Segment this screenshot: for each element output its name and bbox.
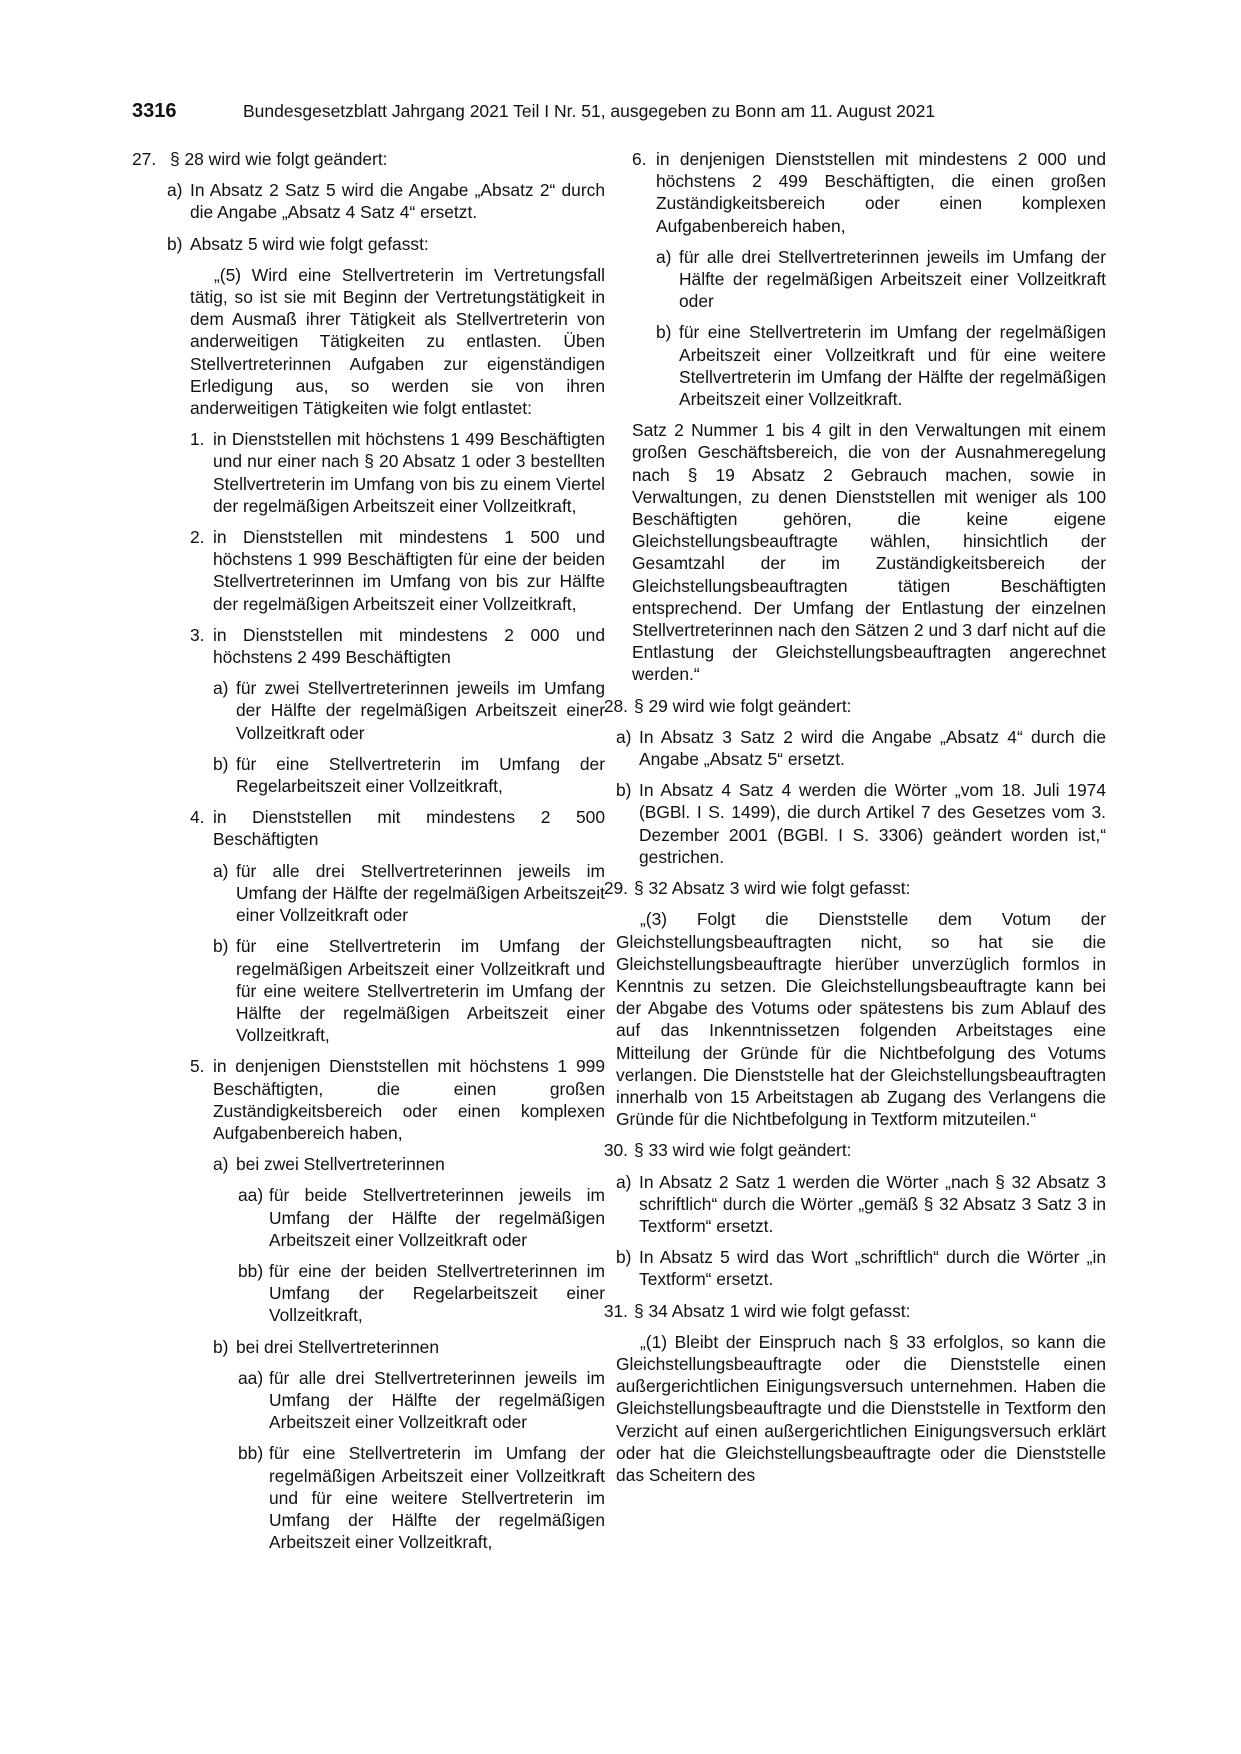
list-item-30 xyxy=(582,1139,1106,1161)
item-text: in denjenigen Dienststellen mit mindestens 2 000 und höchstens 2 499 Beschäftigten, die einen großen Zuständigkeitsbereich oder einen komplexen Aufgabenbereich haben, xyxy=(656,149,1106,236)
item-marker: b) xyxy=(167,233,183,254)
item-text: § 34 Absatz 1 wird wie folgt gefasst: xyxy=(634,1300,911,1321)
item-marker: a) xyxy=(213,860,229,881)
list-item-n4b xyxy=(213,935,605,1046)
item-marker: 6. xyxy=(632,149,647,169)
list-item-n6 xyxy=(632,148,1106,237)
right-column xyxy=(603,148,1106,1486)
item-text: § 28 wird wie folgt geändert: xyxy=(170,149,388,169)
item-marker: a) xyxy=(167,180,183,201)
item-text: bei zwei Stellvertreterinnen xyxy=(236,1154,445,1175)
running-head: Bundesgesetzblatt Jahrgang 2021 Teil I Nr. 51, ausgegeben zu Bonn am 11. August 2021 xyxy=(243,101,936,121)
page-header xyxy=(132,100,1109,130)
list-item-28b xyxy=(616,779,1106,868)
list-item-31 xyxy=(582,1300,1106,1322)
item-text: in Dienststellen mit mindestens 2 500 Beschäftigten xyxy=(213,807,605,850)
list-item-n5a-aa xyxy=(238,1184,605,1251)
item-marker: aa) xyxy=(238,1367,264,1388)
item-marker: 5. xyxy=(190,1056,205,1077)
item-text: in Dienststellen mit höchstens 1 499 Beschäftigten und nur einer nach § 20 Absatz 1 oder 3 bestellten Stellvertreterin im Umfang von bis zu einem Viertel der regelmäßigen Arbeitszeit einer Vollzeitkraft, xyxy=(213,429,605,516)
list-item-28a xyxy=(616,726,1106,770)
item-text: § 32 Absatz 3 wird wie folgt gefasst: xyxy=(634,878,911,899)
item-marker: 27. xyxy=(132,149,157,169)
item-marker: b) xyxy=(616,1247,632,1268)
item-text: § 33 wird wie folgt geändert: xyxy=(634,1140,852,1161)
item-text: bei drei Stellvertreterinnen xyxy=(236,1336,439,1357)
item-text: für eine Stellvertreterin im Umfang der Regelarbeitszeit einer Vollzeitkraft, xyxy=(236,753,605,797)
item-marker: a) xyxy=(616,726,632,747)
page-number: 3316 xyxy=(132,100,177,122)
item-marker: b) xyxy=(213,936,229,957)
item-marker: 31. xyxy=(603,1300,628,1321)
list-item-27a xyxy=(167,179,605,223)
list-item-n3b xyxy=(213,753,605,797)
item-marker: b) xyxy=(656,322,672,343)
item-marker: aa) xyxy=(238,1185,264,1206)
list-item-n4 xyxy=(190,806,605,850)
item-text: In Absatz 3 Satz 2 wird die Angabe „Absatz 4“ durch die Angabe „Absatz 5“ ersetzt. xyxy=(639,726,1106,770)
item-text: für alle drei Stellvertreterinnen jeweils im Umfang der Hälfte der regelmäßigen Arbeitszeit einer Vollzeitkraft oder xyxy=(679,246,1106,312)
list-item-n5a-bb xyxy=(238,1260,605,1327)
quoted-paragraph-3: „(3) Folgt die Dienststelle dem Votum der Gleichstellungsbeauftragten nicht, so hat sie die Gleichstellungsbeauftragte hierüber unverzüglich formlos in Kenntnis zu setzen. Die Gleichstellungsbeauftragte kann bei der Abgabe des Votums oder spätestens bis zum Ablauf des auf das Inkenntnissetzen folgenden Arbeitstages eine Mitteilung der Gründe für die Nichtbefolgung des Votums verlangen. Die Dienststelle hat der Gleichstellungsbeauftragten innerhalb von 15 Arbeitstagen ab Zugang des Verlangens die Gründe für die Nichtbefolgung in Textform mitzuteilen.“ xyxy=(616,909,1106,1130)
item-marker: bb) xyxy=(238,1443,264,1464)
item-text: für eine Stellvertreterin im Umfang der regelmäßigen Arbeitszeit einer Vollzeitkraft und für eine weitere Stellvertreterin im Umfang der Hälfte der regelmäßigen Arbeitszeit einer Vollzeitkraft, xyxy=(236,936,605,1046)
item-marker: 4. xyxy=(190,807,205,828)
item-marker: bb) xyxy=(238,1260,264,1281)
item-text: für eine Stellvertreterin im Umfang der regelmäßigen Arbeitszeit einer Vollzeitkraft und für eine weitere Stellvertreterin im Umfang der Hälfte der regelmäßigen Arbeitszeit einer Vollzeitkraft, xyxy=(269,1443,605,1553)
left-column xyxy=(132,148,605,1553)
item-text: § 29 wird wie folgt geändert: xyxy=(634,695,852,716)
item-text: in denjenigen Dienststellen mit höchstens 1 999 Beschäftigten, die einen großen Zuständigkeitsbereich oder einen komplexen Aufgabenbereich haben, xyxy=(213,1056,605,1143)
quoted-paragraph-5: „(5) Wird eine Stellvertreterin im Vertretungsfall tätig, so ist sie mit Beginn der Vertretungstätigkeit in dem Ausmaß ihrer Tätigkeit als Stellvertreterin von anderweitigen Tätigkeiten zu entlasten. Üben Stellvertreterinnen Aufgaben zur eigenständigen Erledigung aus, so werden sie von ihren anderweitigen Tätigkeiten wie folgt entlastet: xyxy=(190,264,605,419)
item-marker: 28. xyxy=(603,695,628,716)
list-item-28 xyxy=(582,695,1106,717)
item-text: In Absatz 4 Satz 4 werden die Wörter „vom 18. Juli 1974 (BGBl. I S. 1499), die durch Artikel 7 des Gesetzes vom 3. Dezember 2001 (BGBl. I S. 3306) geändert worden ist,“ gestrichen. xyxy=(639,780,1106,867)
list-item-n3a xyxy=(213,677,605,744)
item-text: in Dienststellen mit mindestens 1 500 und höchstens 1 999 Beschäftigten für eine der beiden Stellvertreterinnen im Umfang von bis zur Hälfte der regelmäßigen Arbeitszeit einer Vollzeitkraft, xyxy=(213,527,605,614)
item-text: Absatz 5 wird wie folgt gefasst: xyxy=(190,233,429,254)
list-item-n2 xyxy=(190,526,605,615)
item-text: In Absatz 2 Satz 1 werden die Wörter „nach § 32 Absatz 3 schriftlich“ durch die Wörter „gemäß § 32 Absatz 3 Satz 3 in Textform“ ersetzt. xyxy=(639,1171,1106,1236)
item-text: für alle drei Stellvertreterinnen jeweils im Umfang der Hälfte der regelmäßigen Arbeitszeit einer Vollzeitkraft oder xyxy=(236,860,605,926)
list-item-n5b xyxy=(213,1336,605,1358)
item-marker: b) xyxy=(213,753,229,774)
item-text: In Absatz 2 Satz 5 wird die Angabe „Absatz 2“ durch die Angabe „Absatz 4 Satz 4“ ersetzt. xyxy=(190,180,605,223)
list-item-27 xyxy=(132,148,605,170)
list-item-n5b-bb xyxy=(238,1442,605,1553)
item-text: In Absatz 5 wird das Wort „schriftlich“ durch die Wörter „in Textform“ ersetzt. xyxy=(639,1247,1106,1290)
list-item-27b xyxy=(167,233,605,255)
item-marker: 30. xyxy=(603,1140,628,1161)
quoted-paragraph-1: „(1) Bleibt der Einspruch nach § 33 erfolglos, so kann die Gleichstellungsbeauftragte oder die Dienststelle einen außergerichtlichen Einigungsversuch unternehmen. Haben die Gleichstellungsbeauftragte und die Dienststelle in Textform den Verzicht auf einen außergerichtlichen Einigungsversuch erklärt oder hat die Gleichstellungsbeauftragte oder die Dienststelle das Scheitern des xyxy=(616,1331,1106,1485)
item-marker: a) xyxy=(213,678,229,699)
item-text: für eine der beiden Stellvertreterinnen im Umfang der Regelarbeitszeit einer Vollzeitkraft, xyxy=(269,1260,605,1326)
item-text: für beide Stellvertreterinnen jeweils im Umfang der Hälfte der regelmäßigen Arbeitszeit einer Vollzeitkraft oder xyxy=(269,1185,605,1250)
item-marker: 3. xyxy=(190,624,205,645)
list-item-n3 xyxy=(190,624,605,668)
list-item-30b xyxy=(616,1246,1106,1290)
item-marker: 2. xyxy=(190,527,205,548)
item-text: für eine Stellvertreterin im Umfang der regelmäßigen Arbeitszeit einer Vollzeitkraft und für eine weitere Stellvertreterin im Umfang der Hälfte der regelmäßigen Arbeitszeit einer Vollzeitkraft. xyxy=(679,322,1106,410)
item-marker: a) xyxy=(656,246,672,267)
list-item-30a xyxy=(616,1171,1106,1238)
item-text: für alle drei Stellvertreterinnen jeweils im Umfang der Hälfte der regelmäßigen Arbeitszeit einer Vollzeitkraft oder xyxy=(269,1367,605,1433)
item-text: für zwei Stellvertreterinnen jeweils im Umfang der Hälfte der regelmäßigen Arbeitszeit einer Vollzeitkraft oder xyxy=(236,678,605,743)
list-item-n6a xyxy=(656,246,1106,313)
item-marker: b) xyxy=(213,1336,229,1357)
item-marker: b) xyxy=(616,780,632,801)
list-item-n1 xyxy=(190,428,605,517)
list-item-n4a xyxy=(213,860,605,927)
list-item-29 xyxy=(582,877,1106,899)
item-text: in Dienststellen mit mindestens 2 000 und höchstens 2 499 Beschäftigten xyxy=(213,624,605,668)
closing-paragraph: Satz 2 Nummer 1 bis 4 gilt in den Verwaltungen mit einem großen Geschäftsbereich, die von der Ausnahmeregelung nach § 19 Absatz 2 Gebrauch machen, sowie in Verwaltungen, zu denen Dienststellen mit weniger als 100 Beschäftigten gehören, die keine eigene Gleichstellungsbeauftragte wählen, hinsichtlich der Gesamtzahl der im Zuständigkeitsbereich der Gleichstellungsbeauftragten tätigen Beschäftigten entsprechend. Der Umfang der Entlastung der einzelnen Stellvertreterinnen nach den Sätzen 2 und 3 darf nicht auf die Entlastung der Gleichstellungsbeauftragten angerechnet werden.“ xyxy=(632,420,1106,685)
list-item-n6b xyxy=(656,321,1106,410)
list-item-n5b-aa xyxy=(238,1367,605,1434)
list-item-n5a xyxy=(213,1153,605,1175)
list-item-n5 xyxy=(190,1055,605,1144)
item-marker: a) xyxy=(213,1154,229,1175)
item-marker: a) xyxy=(616,1171,632,1192)
item-marker: 1. xyxy=(190,429,205,450)
item-marker: 29. xyxy=(603,878,628,899)
